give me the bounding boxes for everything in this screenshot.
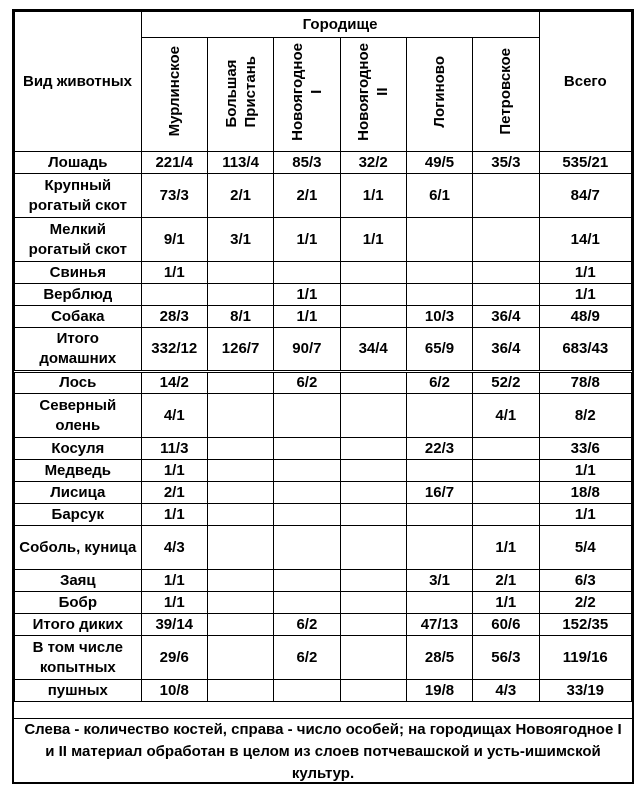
total-cell: 18/8 [539, 482, 631, 504]
value-cell: 1/1 [340, 218, 406, 262]
value-cell [207, 460, 273, 482]
value-cell [207, 570, 273, 592]
total-cell: 84/7 [539, 174, 631, 218]
value-cell: 6/1 [406, 174, 472, 218]
total-cell: 152/35 [539, 614, 631, 636]
value-cell: 49/5 [406, 152, 472, 174]
value-cell [274, 460, 340, 482]
value-cell [340, 482, 406, 504]
value-cell: 28/3 [141, 306, 207, 328]
table-row [15, 680, 632, 702]
value-cell: 1/1 [141, 570, 207, 592]
value-cell: 85/3 [274, 152, 340, 174]
value-cell [207, 284, 273, 306]
table-row [15, 526, 632, 570]
site-header [473, 38, 539, 152]
total-cell: 2/2 [539, 592, 631, 614]
value-cell: 1/1 [141, 592, 207, 614]
value-cell: 10/8 [141, 680, 207, 702]
total-cell: 78/8 [539, 372, 631, 394]
value-cell [406, 394, 472, 438]
table-row [15, 284, 632, 306]
value-cell: 1/1 [274, 218, 340, 262]
header-total: Всего [539, 12, 631, 152]
value-cell: 6/2 [406, 372, 472, 394]
value-cell: 28/5 [406, 636, 472, 680]
site-header-label: Большая Пристань [222, 55, 259, 128]
value-cell: 90/7 [274, 328, 340, 372]
table-footnote: Слева - количество костей, справа - число особей; на городищах Новоягодное I и II материал обработан в целом из слоев потчевашской и усть-ишимской культур. [14, 718, 632, 784]
value-cell: 332/12 [141, 328, 207, 372]
value-cell [274, 262, 340, 284]
animal-name-cell: Барсук [15, 504, 142, 526]
table-row [15, 306, 632, 328]
value-cell [340, 438, 406, 460]
value-cell: 35/3 [473, 152, 539, 174]
value-cell: 19/8 [406, 680, 472, 702]
value-cell [473, 174, 539, 218]
value-cell: 9/1 [141, 218, 207, 262]
total-cell: 48/9 [539, 306, 631, 328]
value-cell [207, 394, 273, 438]
value-cell: 126/7 [207, 328, 273, 372]
animal-name-cell: Итого диких [15, 614, 142, 636]
animal-name-cell: Северный олень [15, 394, 142, 438]
animal-name-cell: Косуля [15, 438, 142, 460]
value-cell [406, 592, 472, 614]
animal-name-cell: Медведь [15, 460, 142, 482]
value-cell: 6/2 [274, 372, 340, 394]
table-row [15, 174, 632, 218]
value-cell [473, 218, 539, 262]
value-cell: 73/3 [141, 174, 207, 218]
value-cell [340, 680, 406, 702]
total-cell: 6/3 [539, 570, 631, 592]
value-cell [274, 438, 340, 460]
value-cell: 8/1 [207, 306, 273, 328]
value-cell [406, 460, 472, 482]
value-cell [207, 372, 273, 394]
value-cell: 56/3 [473, 636, 539, 680]
value-cell: 2/1 [207, 174, 273, 218]
value-cell: 14/2 [141, 372, 207, 394]
value-cell: 2/1 [473, 570, 539, 592]
animal-name-cell: Заяц [15, 570, 142, 592]
value-cell [207, 636, 273, 680]
table-row [15, 592, 632, 614]
value-cell: 4/3 [473, 680, 539, 702]
value-cell [473, 504, 539, 526]
value-cell [473, 438, 539, 460]
value-cell [207, 262, 273, 284]
value-cell: 1/1 [274, 284, 340, 306]
table-row [15, 372, 632, 394]
animal-name-cell: Бобр [15, 592, 142, 614]
animal-name-cell: В том числе копытных [15, 636, 142, 680]
value-cell: 1/1 [274, 306, 340, 328]
total-cell: 5/4 [539, 526, 631, 570]
value-cell [274, 504, 340, 526]
total-cell: 8/2 [539, 394, 631, 438]
site-header [207, 38, 273, 152]
table-body [15, 152, 632, 702]
value-cell: 221/4 [141, 152, 207, 174]
fauna-table [14, 11, 632, 702]
value-cell: 4/3 [141, 526, 207, 570]
site-header [406, 38, 472, 152]
table-row [15, 218, 632, 262]
value-cell [207, 614, 273, 636]
value-cell: 1/1 [340, 174, 406, 218]
value-cell [274, 680, 340, 702]
data-table-frame [12, 9, 634, 784]
total-cell: 1/1 [539, 284, 631, 306]
value-cell [406, 504, 472, 526]
animal-name-cell: Итого домашних [15, 328, 142, 372]
animal-name-cell: пушных [15, 680, 142, 702]
value-cell [274, 482, 340, 504]
value-cell: 65/9 [406, 328, 472, 372]
table-row [15, 636, 632, 680]
value-cell [473, 284, 539, 306]
value-cell: 4/1 [141, 394, 207, 438]
table-row [15, 504, 632, 526]
value-cell: 10/3 [406, 306, 472, 328]
value-cell: 47/13 [406, 614, 472, 636]
value-cell: 6/2 [274, 614, 340, 636]
value-cell: 2/1 [141, 482, 207, 504]
value-cell: 3/1 [207, 218, 273, 262]
table-row [15, 394, 632, 438]
value-cell: 34/4 [340, 328, 406, 372]
value-cell [340, 262, 406, 284]
site-header-label: Новоягодное II [355, 42, 392, 141]
table-row [15, 438, 632, 460]
animal-name-cell: Мелкий рогатый скот [15, 218, 142, 262]
value-cell [473, 482, 539, 504]
total-cell: 1/1 [539, 504, 631, 526]
value-cell [274, 526, 340, 570]
site-header [141, 38, 207, 152]
site-header-label: Новоягодное I [288, 42, 325, 141]
value-cell: 113/4 [207, 152, 273, 174]
table-row [15, 570, 632, 592]
value-cell: 16/7 [406, 482, 472, 504]
value-cell: 6/2 [274, 636, 340, 680]
site-header-label: Петровское [497, 48, 515, 135]
value-cell [406, 284, 472, 306]
animal-name-cell: Соболь, куница [15, 526, 142, 570]
animal-name-cell: Крупный рогатый скот [15, 174, 142, 218]
value-cell [207, 504, 273, 526]
value-cell [340, 592, 406, 614]
table-row [15, 328, 632, 372]
value-cell [340, 614, 406, 636]
value-cell [207, 592, 273, 614]
total-cell: 1/1 [539, 460, 631, 482]
table-row [15, 482, 632, 504]
value-cell: 2/1 [274, 174, 340, 218]
total-cell: 535/21 [539, 152, 631, 174]
value-cell: 22/3 [406, 438, 472, 460]
value-cell: 32/2 [340, 152, 406, 174]
value-cell: 11/3 [141, 438, 207, 460]
value-cell [207, 482, 273, 504]
site-header [274, 38, 340, 152]
value-cell [274, 394, 340, 438]
value-cell: 29/6 [141, 636, 207, 680]
value-cell [406, 218, 472, 262]
table-row [15, 460, 632, 482]
value-cell [340, 504, 406, 526]
value-cell: 1/1 [473, 526, 539, 570]
animal-name-cell: Лисица [15, 482, 142, 504]
header-animal-kind: Вид животных [15, 12, 142, 152]
animal-name-cell: Лошадь [15, 152, 142, 174]
value-cell: 1/1 [473, 592, 539, 614]
value-cell [340, 570, 406, 592]
table-row [15, 614, 632, 636]
value-cell: 1/1 [141, 460, 207, 482]
value-cell: 4/1 [473, 394, 539, 438]
total-cell: 14/1 [539, 218, 631, 262]
total-cell: 119/16 [539, 636, 631, 680]
value-cell: 39/14 [141, 614, 207, 636]
value-cell [340, 526, 406, 570]
value-cell [274, 570, 340, 592]
value-cell [274, 592, 340, 614]
value-cell [207, 438, 273, 460]
value-cell: 52/2 [473, 372, 539, 394]
total-cell: 683/43 [539, 328, 631, 372]
value-cell [340, 394, 406, 438]
value-cell: 36/4 [473, 306, 539, 328]
total-cell: 33/6 [539, 438, 631, 460]
value-cell [473, 262, 539, 284]
header-settlement-group: Городище [141, 12, 539, 38]
value-cell [406, 526, 472, 570]
site-header [340, 38, 406, 152]
value-cell [340, 460, 406, 482]
value-cell: 36/4 [473, 328, 539, 372]
animal-name-cell: Собака [15, 306, 142, 328]
animal-name-cell: Лось [15, 372, 142, 394]
value-cell [340, 306, 406, 328]
value-cell: 1/1 [141, 262, 207, 284]
site-header-label: Логиново [431, 55, 448, 128]
value-cell [340, 372, 406, 394]
table-row [15, 152, 632, 174]
value-cell [207, 526, 273, 570]
value-cell [406, 262, 472, 284]
value-cell: 3/1 [406, 570, 472, 592]
value-cell [141, 284, 207, 306]
total-cell: 33/19 [539, 680, 631, 702]
value-cell: 1/1 [141, 504, 207, 526]
value-cell: 60/6 [473, 614, 539, 636]
site-header-label: Мурлинское [165, 46, 183, 137]
table-row [15, 262, 632, 284]
animal-name-cell: Верблюд [15, 284, 142, 306]
animal-name-cell: Свинья [15, 262, 142, 284]
value-cell [207, 680, 273, 702]
value-cell [473, 460, 539, 482]
value-cell [340, 636, 406, 680]
total-cell: 1/1 [539, 262, 631, 284]
value-cell [340, 284, 406, 306]
